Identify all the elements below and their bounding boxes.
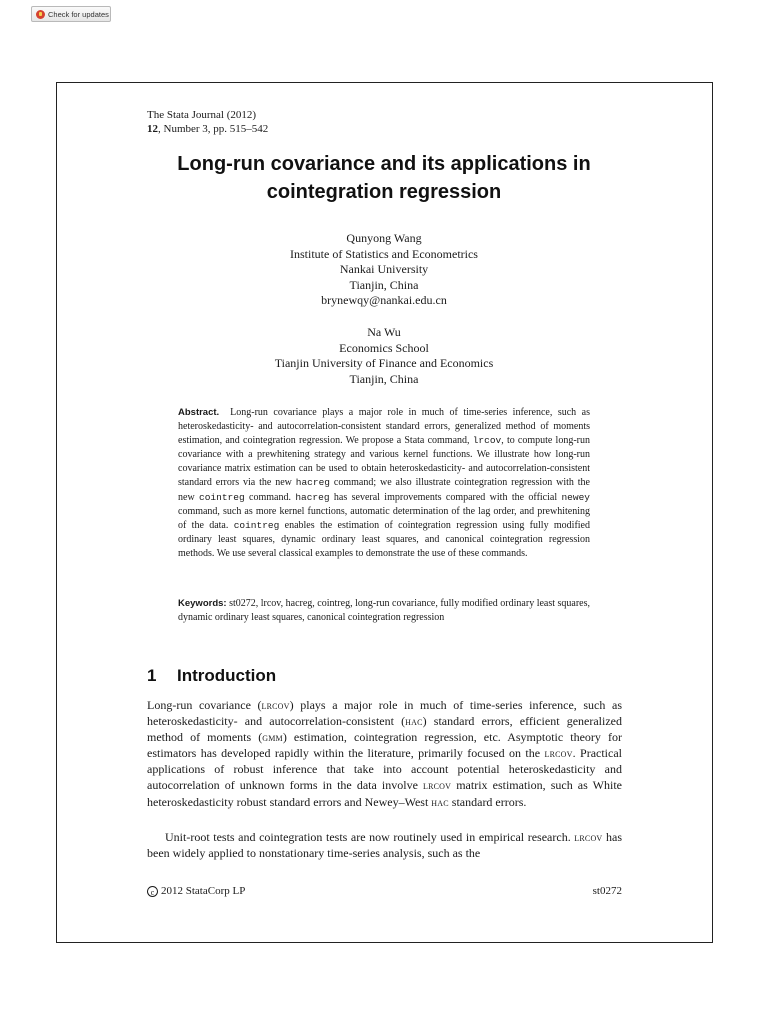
journal-issue-pages: , Number 3, pp. 515–542 [158,123,269,135]
code-lrcov: lrcov [472,435,502,447]
check-for-updates-label: Check for updates [48,9,109,19]
author-email[interactable]: brynewqy@nankai.edu.cn [321,293,447,308]
code-cointreg: cointreg [199,491,245,503]
author-name: Na Wu [367,325,401,339]
abstract-text: Long-run covariance plays a major role in much of time-series inference, such as heteroskedasticity- and autocorrelation-consistent standard errors, generalized method of moments estimation, and cointegration regression. We propose a Stata command, [178,407,590,447]
code-newey: newey [561,491,590,503]
keywords [178,597,590,625]
journal-issue [147,122,268,136]
author-affiliation: Economics School [339,340,429,355]
paper-title [120,150,648,206]
journal-header [147,108,268,136]
keywords-label: Keywords: [178,598,227,609]
author-location: Tianjin, China [349,277,419,292]
footer-code: st0272 [592,885,622,897]
acronym-hac: hac [431,794,449,809]
journal-volume: 12 [147,123,158,135]
body-text: ) estimation, cointegration regression, etc. Asymptotic theory for estimators has developed rapidly within the literature, primarily focused on the [147,730,623,761]
abstract-text: command; we also illustrate cointegration regression with the new [178,477,590,503]
author-affiliation: Institute of Statistics and Econometrics [290,246,478,261]
section-title: Introduction [177,666,277,685]
code-cointreg: cointreg [233,519,280,531]
acronym-gmm: gmm [262,730,283,745]
footer-copyright: 2012 StataCorp LP [161,885,246,897]
code-hacreg: hacreg [295,491,330,503]
author-affiliation: Nankai University [339,262,429,277]
body-text: ) plays a major role in much of time-series inference, such as heteroskedasticity- and autocorrelation-consistent ( [147,698,622,729]
body-text: has been widely applied to nonstationary time-series analysis, such as the [147,830,622,861]
section-heading [147,665,276,687]
page-footer [147,884,622,898]
author-affiliation: Tianjin University of Finance and Economics [274,356,494,371]
paper-title-line: Long-run covariance and its applications in [177,153,591,175]
keywords-text: st0272, lrcov, hacreg, cointreg, long-run covariance, fully modified ordinary least squares, dynamic ordinary least squares, canonical cointegration regression [178,598,591,624]
section-number: 1 [147,666,157,685]
crossmark-icon [36,10,45,19]
copyright-icon: c [147,886,158,897]
body-text: standard errors. [448,794,527,809]
body-text: . Practical applications of robust inference that take into account potential heteroskedasticity and autocorrelation of unknown forms in the data involve [147,746,623,793]
acronym-lrcov: lrcov [574,830,603,844]
acronym-hac: hac [405,714,423,729]
body-paragraph-2 [147,829,622,861]
abstract [178,406,590,561]
journal-name: The Stata Journal (2012) [147,109,257,121]
author-location: Tianjin, China [349,371,419,386]
check-for-updates-button[interactable] [31,6,111,22]
body-text: matrix estimation, such as White heteroskedasticity robust standard errors and Newey–West [147,778,622,809]
author-name: Qunyong Wang [346,231,422,245]
paper-title-line: cointegration regression [266,181,502,203]
body-text: Long-run covariance ( [147,698,262,712]
acronym-lrcov: lrcov [544,746,573,761]
body-text: Unit-root tests and cointegration tests are now routinely used in empirical research. [165,830,575,844]
acronym-lrcov: lrcov [261,698,290,712]
author-block-2 [120,325,648,387]
abstract-text: command. [244,491,296,503]
acronym-lrcov: lrcov [423,778,452,793]
body-paragraph-1 [147,697,622,810]
author-block-1 [120,231,648,309]
abstract-text: has several improvements compared with the official [329,491,562,503]
abstract-label: Abstract. [178,407,220,418]
body-text: ) standard errors, efficient generalized method of moments ( [147,714,622,745]
abstract-text: , to compute long-run covariance with a prewhitening strategy and various kernel functions. We illustrate how long-run covariance matrix estimation can be used to obtain heteroskedasticity- and autocorrelation-consistent standard errors via the new [178,435,590,489]
code-hacreg: hacreg [295,477,330,489]
abstract-text: command, such as more kernel functions, automatic determination of the lag order, and prewhitening of the data. [178,505,590,531]
abstract-text: enables the estimation of cointegration regression using fully modified ordinary least squares, dynamic ordinary least squares, and canonical cointegration regression methods. We use several classical examples to demonstrate the use of these commands. [178,519,590,559]
